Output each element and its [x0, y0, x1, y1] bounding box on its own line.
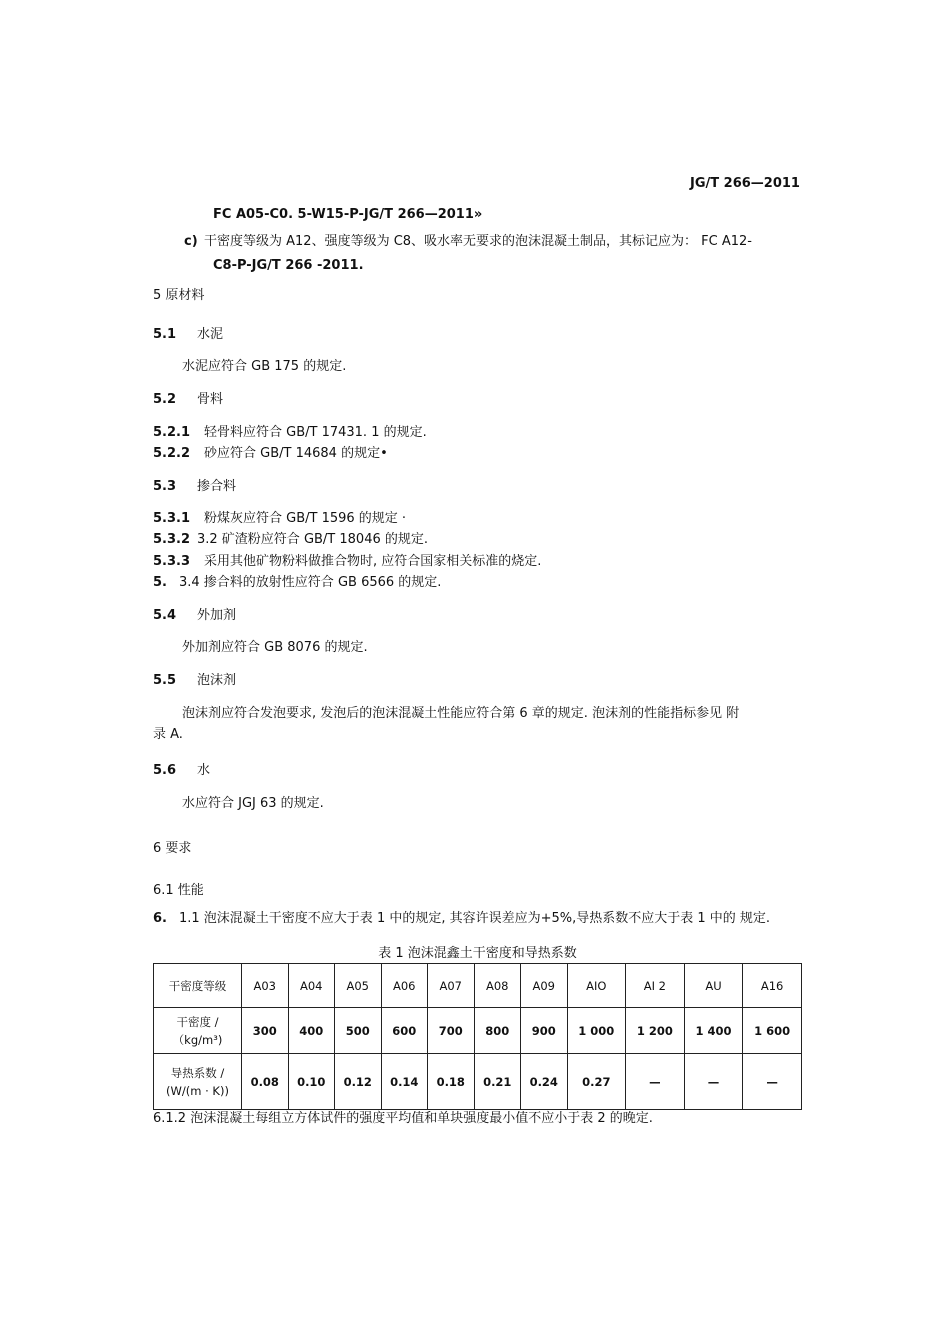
density-cell: 1 200	[626, 1008, 685, 1054]
grade-cell: A07	[428, 964, 475, 1008]
density-cell: 1 600	[743, 1008, 802, 1054]
clause-6-1-1-number: 6.	[153, 911, 167, 926]
clause-5-3-1-number: 5.3.1	[153, 511, 191, 526]
grade-cell: A06	[381, 964, 428, 1008]
row-header-conductivity-line2: (W/(m · K))	[166, 1083, 229, 1098]
clause-5-6-number: 5.6	[153, 763, 177, 778]
conductivity-cell: 0.08	[242, 1054, 289, 1110]
clause-5-5-number: 5.5	[153, 673, 177, 688]
clause-5-5-text-line1: 泡沫剂应符合发泡要求, 发泡后的泡沫混凝土性能应符合第 6 章的规定. 泡沫剂的性能指标参见 附	[182, 706, 740, 721]
row-header-conductivity-line1: 导热系数 /	[170, 1065, 225, 1080]
density-cell: 300	[242, 1008, 289, 1054]
clause-5-3-2-text: 3.2 矿渣粉应符合 GB/T 18046 的规定.	[197, 532, 429, 547]
grade-cell: AU	[684, 964, 743, 1008]
grade-cell: A08	[474, 964, 521, 1008]
clause-5-6-text: 水应符合 JGJ 63 的规定.	[182, 796, 324, 811]
density-cell: 800	[474, 1008, 521, 1054]
density-cell: 500	[335, 1008, 382, 1054]
grade-cell: A05	[335, 964, 382, 1008]
clause-5-3-title: 掺合料	[197, 479, 237, 494]
clause-5-3-3-number: 5.3.3	[153, 554, 191, 569]
clause-5-4-text: 外加剂应符合 GB 8076 的规定.	[182, 640, 368, 655]
conductivity-cell: 0.27	[567, 1054, 626, 1110]
clause-5-2-title: 骨料	[197, 392, 224, 407]
clause-5-3-number: 5.3	[153, 479, 177, 494]
row-header-density: 干密度 /（kg/m³)	[154, 1008, 242, 1054]
density-cell: 1 000	[567, 1008, 626, 1054]
conductivity-cell: 0.12	[335, 1054, 382, 1110]
density-cell: 900	[521, 1008, 568, 1054]
conductivity-cell: —	[626, 1054, 685, 1110]
clause-5-3-3-text: 采用其他矿物粉料做推合物时, 应符合国家相关标准的烧定.	[204, 554, 542, 569]
conductivity-cell: 0.14	[381, 1054, 428, 1110]
clause-5-2-2-number: 5.2.2	[153, 446, 191, 461]
conductivity-cell: 0.24	[521, 1054, 568, 1110]
clause-6-1-title: 6.1 性能	[153, 883, 204, 898]
list-item-c-text-line1: 干密度等级为 A12、强度等级为 C8、吸水率无要求的泡沫混凝土制品，其标记应为： FC A12-	[204, 234, 752, 249]
clause-5-4-number: 5.4	[153, 608, 177, 623]
clause-5-2-number: 5.2	[153, 392, 177, 407]
table-row-grade	[154, 964, 802, 1008]
clause-5-3-2-number: 5.3.2	[153, 532, 191, 547]
clause-5-6-title: 水	[197, 763, 211, 778]
clause-5-2-1-number: 5.2.1	[153, 425, 191, 440]
clause-5-3-4-text: 3.4 掺合料的放射性应符合 GB 6566 的规定.	[179, 575, 442, 590]
grade-cell: A16	[743, 964, 802, 1008]
table-1-caption: 表 1 泡沫混鑫土干密度和导热系数	[378, 946, 577, 961]
clause-5-4-title: 外加剂	[197, 608, 237, 623]
grade-cell: AIO	[567, 964, 626, 1008]
grade-cell: A09	[521, 964, 568, 1008]
clause-5-3-4-number: 5.	[153, 575, 167, 590]
list-item-c-text-line2: C8-P-JG/T 266 -2011.	[213, 258, 364, 273]
conductivity-cell: 0.21	[474, 1054, 521, 1110]
density-cell: 1 400	[684, 1008, 743, 1054]
section-6-title: 6 要求	[153, 841, 192, 856]
grade-cell: A03	[242, 964, 289, 1008]
density-cell: 600	[381, 1008, 428, 1054]
clause-5-5-title: 泡沫剂	[197, 673, 237, 688]
section-5-title: 5 原材料	[153, 288, 205, 303]
clause-5-2-1-text: 轻骨料应符合 GB/T 17431. 1 的规定.	[204, 425, 427, 440]
conductivity-cell: 0.10	[288, 1054, 335, 1110]
clause-5-3-1-text: 粉煤灰应符合 GB/T 1596 的规定 ·	[204, 511, 407, 526]
grade-cell: AI 2	[626, 964, 685, 1008]
list-item-c-label: c)	[184, 234, 198, 249]
clause-5-5-text-line2: 录 A.	[153, 727, 183, 742]
clause-5-1-text: 水泥应符合 GB 175 的规定.	[182, 359, 347, 374]
density-cell: 400	[288, 1008, 335, 1054]
table-row-density	[154, 1008, 802, 1054]
density-cell: 700	[428, 1008, 475, 1054]
marking-example: FC A05-C0. 5-W15-P-JG/T 266—2011»	[213, 207, 483, 222]
conductivity-cell: —	[743, 1054, 802, 1110]
clause-6-1-1-text: 1.1 泡沫混凝土干密度不应大于表 1 中的规定, 其容许误差应为+5%,导热系数不应大于表 1 中的 规定.	[179, 911, 771, 926]
clause-5-2-2-text: 砂应符合 GB/T 14684 的规定•	[204, 446, 388, 461]
table-row-conductivity	[154, 1054, 802, 1110]
row-header-conductivity	[154, 1054, 242, 1110]
document-id: JG/T 266—2011	[690, 176, 800, 191]
clause-5-1-title: 水泥	[197, 327, 224, 342]
conductivity-cell: —	[684, 1054, 743, 1110]
clause-6-1-2-text: 6.1.2 泡沫混凝土每组立方体试件的强度平均值和单块强度最小值不应小于表 2 的晚定.	[153, 1111, 653, 1126]
clause-5-1-number: 5.1	[153, 327, 177, 342]
conductivity-cell: 0.18	[428, 1054, 475, 1110]
row-header-grade: 干密度等级	[154, 964, 242, 1008]
table-1	[153, 963, 802, 1110]
grade-cell: A04	[288, 964, 335, 1008]
